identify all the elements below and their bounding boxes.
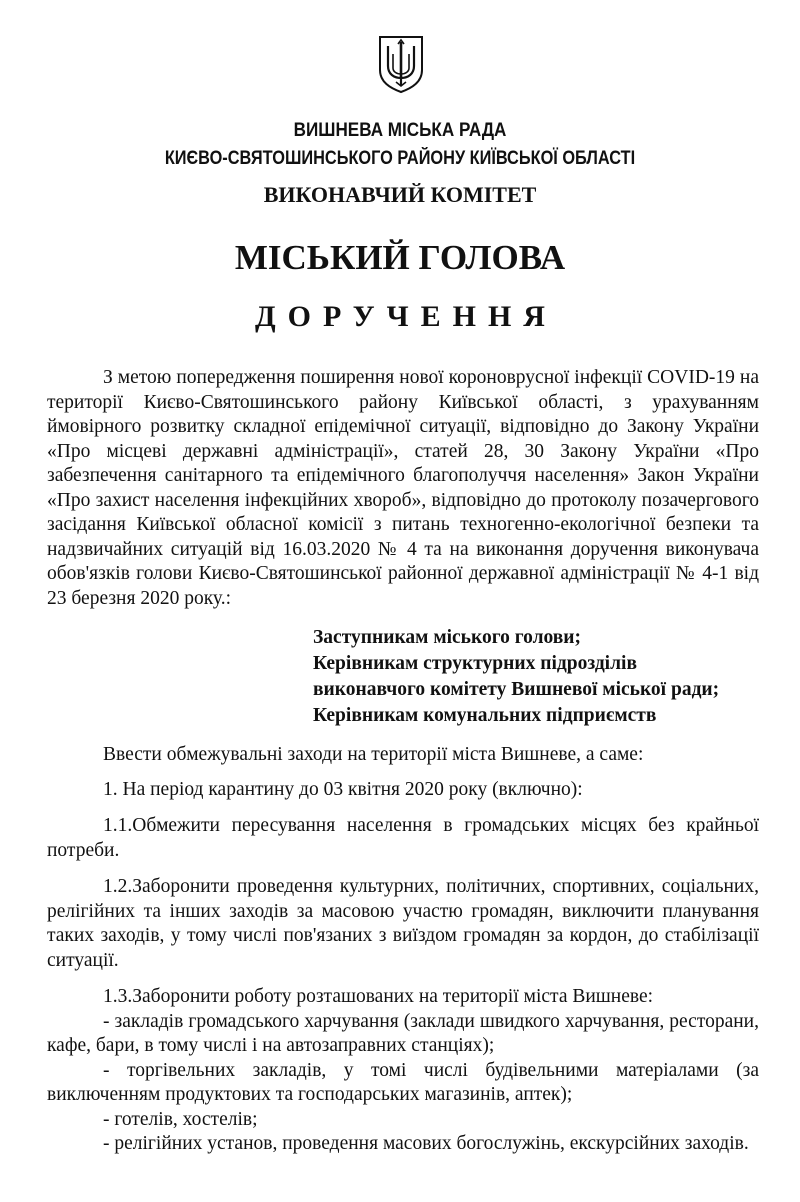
document-body	[47, 366, 759, 1157]
item-1-2: 1.2.Заборонити проведення культурних, політичних, спортивних, соціальних, релігійних та інших заходів за масовою участю громадян, виключити планування таких заходів, у тому числі пов'язаних з виїздом громадян за кордон, до стабілізації ситуації.	[47, 876, 759, 971]
list-item: - закладів громадського харчування (заклади швидкого харчування, ресторани, кафе, бари, в тому числі і на автозаправних станціях);	[47, 1010, 759, 1056]
council-name: ВИШНЕВА МІСЬКА РАДА	[293, 120, 507, 141]
list-item: - релігійних установ, проведення масових богослужінь, екскурсійних заходів.	[103, 1133, 749, 1154]
coat-of-arms-trident-icon	[376, 34, 426, 94]
item-1-1: 1.1.Обмежити пересування населення в громадських місцях без крайньої потреби.	[47, 815, 759, 861]
addressees-block	[313, 625, 759, 729]
document-type-title: ДОРУЧЕННЯ	[255, 300, 557, 333]
lead-paragraph: Ввести обмежувальні заходи на території міста Вишневе, а саме:	[103, 744, 644, 765]
mayor-title: МІСЬКИЙ ГОЛОВА	[234, 238, 566, 277]
addressee-line: Заступникам міського голови;	[313, 627, 582, 648]
item-1: 1. На період карантину до 03 квітня 2020 року (включно):	[103, 778, 583, 800]
item-1-3: 1.3.Заборонити роботу розташованих на території міста Вишневе:	[103, 986, 654, 1007]
addressee-line: Керівникам комунальних підприємств	[313, 705, 657, 726]
list-item: - готелів, хостелів;	[103, 1108, 258, 1130]
list-item: - торгівельних закладів, у томі числі будівельними матеріалами (за виключенням продуктових та господарських магазинів, аптек);	[47, 1059, 759, 1105]
committee-name: ВИКОНАВЧИЙ КОМІТЕТ	[263, 182, 537, 207]
intro-paragraph: З метою попередження поширення нової короноврусної інфекції COVID-19 на території Києво-Святошинського району Київської області, з урахуванням ймовірного розвитку складної епідемічної ситуації, відповідно до Закону України «Про місцеві державні адміністрації», статей 28, 30 Закону України «Про забезпечення санітарного та епідемічного благополуччя населення» Закон України «Про захист населення інфекційних хвороб», відповідно до протоколу позачергового засідання Київської обласної комісії з питань техногенно-екологічної безпеки та надзвичайних ситуацій від 16.03.2020 № 4 та на виконання доручення виконувача обов'язків голови Києво-Святошинської районної державної адміністрації № 4-1 від 23 березня 2020 року.:	[47, 367, 759, 609]
district-name: КИЄВО-СВЯТОШИНСЬКОГО РАЙОНУ КИЇВСЬКОЇ ОБЛАСТІ	[164, 148, 636, 169]
addressee-line: виконавчого комітету Вишневої міської ради;	[313, 679, 720, 700]
addressee-line: Керівникам структурних підрозділів	[313, 653, 637, 674]
